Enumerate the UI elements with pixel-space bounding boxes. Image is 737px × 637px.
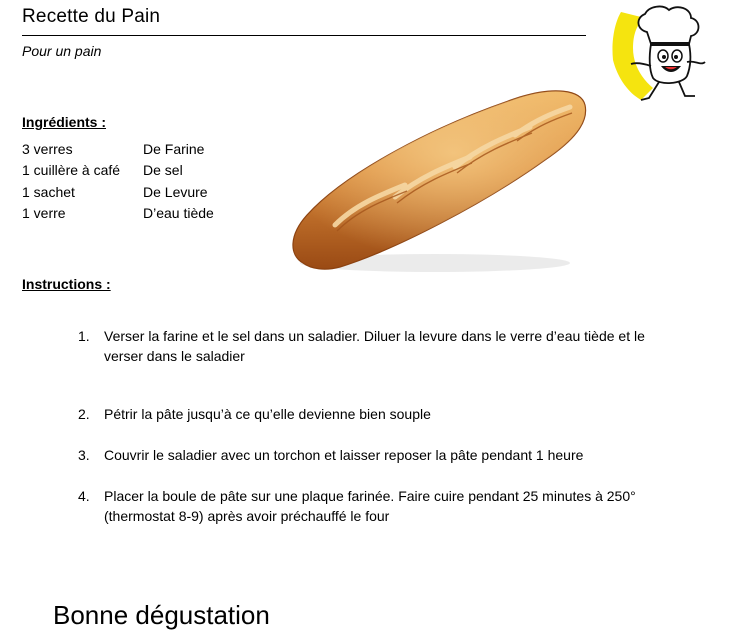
- ingredient-quantity: 1 sachet: [22, 184, 75, 200]
- step-number: 4.: [78, 488, 90, 504]
- step-text: Verser la farine et le sel dans un saladier. Diluer la levure dans le verre d’eau tiède et le verser dans le saladier: [104, 328, 645, 364]
- step-text: Pétrir la pâte jusqu’à ce qu’elle devienne bien souple: [104, 406, 431, 422]
- instructions-heading: Instructions :: [22, 276, 111, 292]
- step-number: 3.: [78, 447, 90, 463]
- step-number: 2.: [78, 406, 90, 422]
- ingredient-quantity: 1 verre: [22, 205, 66, 221]
- step-text: Placer la boule de pâte sur une plaque farinée. Faire cuire pendant 25 minutes à 250° (thermostat 8-9) après avoir préchauffé le four: [104, 488, 636, 524]
- title-rule: [22, 35, 586, 36]
- ingredients-heading: Ingrédients :: [22, 114, 107, 130]
- step-text: Couvrir le saladier avec un torchon et laisser reposer la pâte pendant 1 heure: [104, 447, 584, 463]
- page-title: Recette du Pain: [22, 6, 161, 27]
- recipe-yield: Pour un pain: [22, 43, 102, 59]
- ingredient-name: D’eau tiède: [143, 205, 214, 221]
- ingredient-quantity: 3 verres: [22, 141, 73, 157]
- ingredient-name: De sel: [143, 162, 183, 178]
- ingredient-name: De Levure: [143, 184, 208, 200]
- ingredient-name: De Farine: [143, 141, 205, 157]
- ingredient-quantity: 1 cuillère à café: [22, 162, 121, 178]
- step-number: 1.: [78, 328, 90, 344]
- closing-message: Bonne dégustation: [53, 600, 270, 630]
- chef-mascot-illustration: [607, 4, 709, 104]
- baguette-image: [285, 85, 590, 280]
